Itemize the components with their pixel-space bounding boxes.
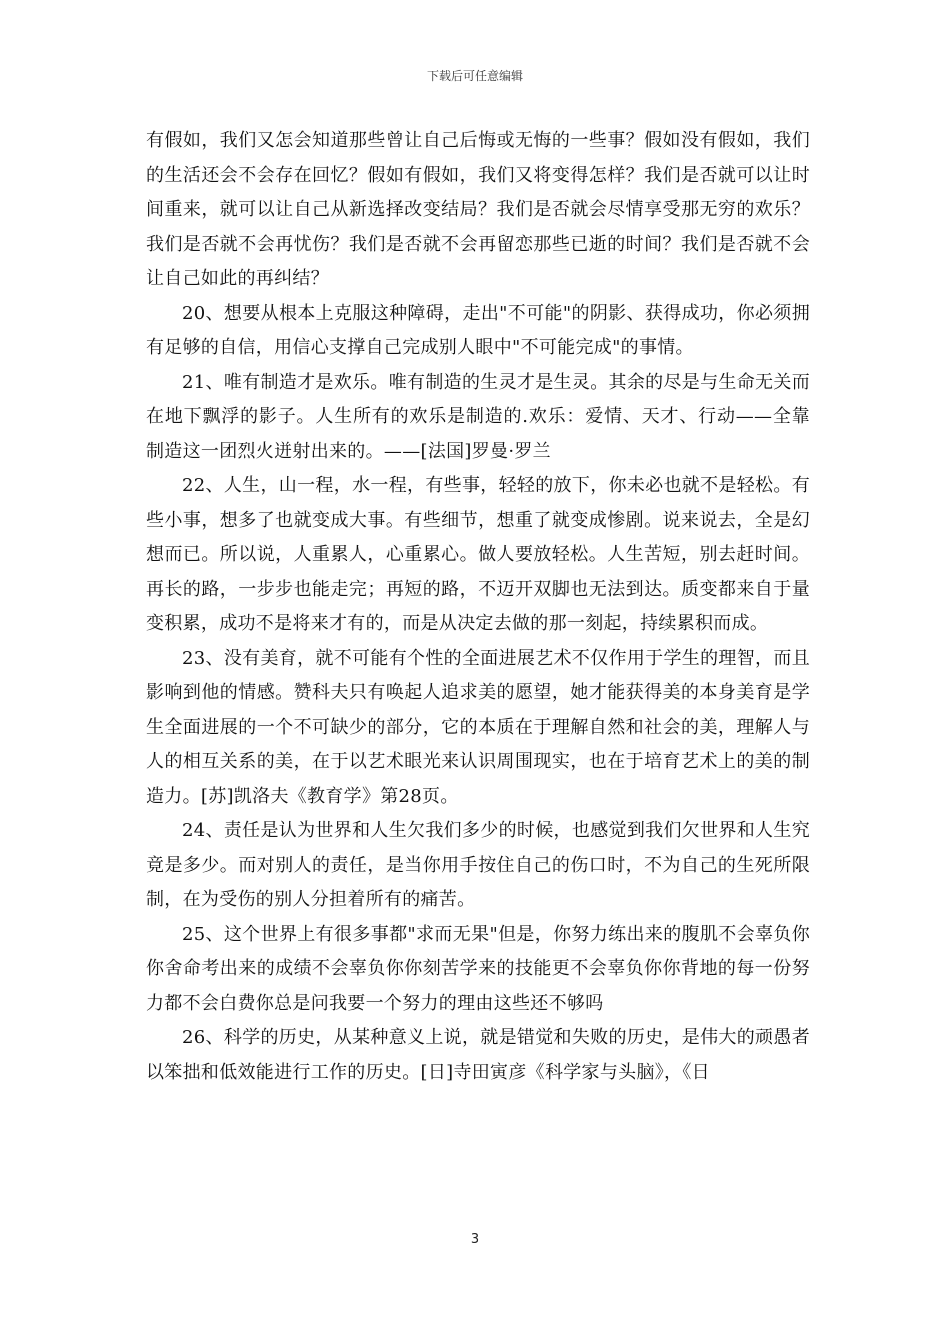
paragraph-24: 24、责任是认为世界和人生欠我们多少的时候，也感觉到我们欠世界和人生究竟是多少。而对别人的责任，是当你用手按住自己的伤口时，不为自己的生死所限制，在为受伤的别人分担着所有的痛苦。 (146, 820, 810, 910)
paragraph-21: 21、唯有制造才是欢乐。唯有制造的生灵才是生灵。其余的尽是与生命无关而在地下飘浮的影子。人生所有的欢乐是制造的.欢乐：爱情、天才、行动——全靠制造这一团烈火迸射出来的。——[法国]罗曼·罗兰 (146, 371, 810, 462)
paragraph-26: 26、科学的历史，从某种意义上说，就是错觉和失败的历史，是伟大的顽愚者以笨拙和低效能进行工作的历史。[日]寺田寅彦《科学家与头脑》，《日 (146, 1027, 810, 1083)
paragraph-22: 22、人生，山一程，水一程，有些事，轻轻的放下，你未必也就不是轻松。有些小事，想多了也就变成大事。有些细节，想重了就变成惨剧。说来说去，全是幻想而已。所以说，人重累人，心重累心。做人要放轻松。人生苦短，别去赶时间。再长的路，一步步也能走完；再短的路，不迈开双脚也无法到达。质变都来自于量变积累，成功不是将来才有的，而是从决定去做的那一刻起，持续累积而成。 (146, 475, 810, 634)
paragraph-20: 20、想要从根本上克服这种障碍，走出"不可能"的阴影、获得成功，你必须拥有足够的自信，用信心支撑自己完成别人眼中"不可能完成"的事情。 (146, 302, 810, 358)
paragraph-25: 25、这个世界上有很多事都"求而无果"但是，你努力练出来的腹肌不会辜负你你舍命考出来的成绩不会辜负你你刻苦学来的技能更不会辜负你你背地的每一份努力都不会白费你总是问我要一个努力的理由这些还不够吗 (146, 923, 810, 1014)
paragraph-23: 23、没有美育，就不可能有个性的全面进展艺术不仅作用于学生的理智，而且影响到他的情感。赞科夫只有唤起人追求美的愿望，她才能获得美的本身美育是学生全面进展的一个不可缺少的部分，它的本质在于理解自然和社会的美，理解人与人的相互关系的美，在于以艺术眼光来认识周围现实，也在于培育艺术上的美的制造力。[苏]凯洛夫《教育学》第28页。 (146, 647, 810, 807)
document-body (146, 124, 810, 1090)
paragraph-continued: 有假如，我们又怎会知道那些曾让自己后悔或无悔的一些事？假如没有假如，我们的生活还会不会存在回忆？假如有假如，我们又将变得怎样？我们是否就可以让时间重来，就可以让自己从新选择改变结局？我们是否就会尽情享受那无穷的欢乐？我们是否就不会再忧伤？我们是否就不会再留恋那些已逝的时间？我们是否就不会让自己如此的再纠结？ (146, 130, 810, 289)
page-header: 下载后可任意编辑 (426, 69, 523, 83)
page-number: 3 (470, 1232, 480, 1247)
